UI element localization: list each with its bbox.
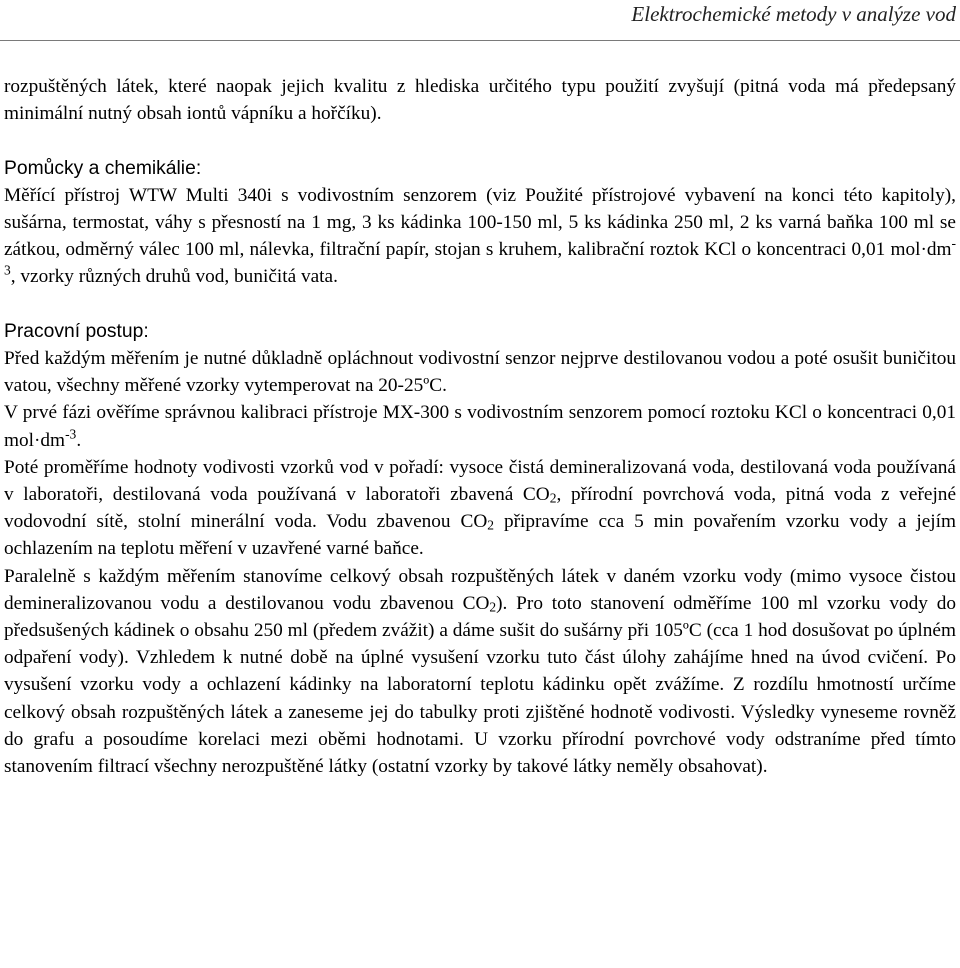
procedure-p2-sup: -3 xyxy=(65,426,77,442)
procedure-p3-text-c: připravíme cca 5 min povařením vzorku vody a jejím ochlazením na teplotu měření v uzavřené varné baňce. xyxy=(4,511,956,560)
procedure-heading: Pracovní postup: xyxy=(4,320,149,342)
procedure-p3-text-a: Poté proměříme hodnoty vodivosti vzorků vod v pořadí: vysoce čistá demineralizovaná voda, destilovaná voda používaná v laboratoři, destilovaná voda používaná v laboratoři zbavená CO xyxy=(4,456,956,506)
section-spacer xyxy=(4,127,956,154)
procedure-paragraph-1: Před každým měřením je nutné důkladně opláchnout vodivostní senzor nejprve destilovanou vodou a poté osušit buničitou vatou, všechny měřené vzorky vytemperovat na 20-25ºC. xyxy=(4,348,956,397)
header-divider xyxy=(0,40,960,41)
procedure-p2-text-b: . xyxy=(76,429,82,451)
tools-text-a: Měřící přístroj WTW Multi 340i s vodivostním senzorem (viz Použité přístrojové vybavení na konci této kapitoly), sušárna, termostat, váhy s přesností na 1 mg, 3 ks kádinka 100-150 ml, 5 ks kádinka 250 ml, 2 ks varná baňka 100 ml se zátkou, odměrný válec 100 ml, nálevka, filtrační papír, stojan s kruhem, kalibrační roztok KCl o koncentraci 0,01 mol·dm xyxy=(4,184,956,261)
procedure-paragraph-3 xyxy=(4,454,956,563)
procedure-p3-sub-2: 2 xyxy=(487,517,495,533)
document-body xyxy=(4,73,956,780)
tools-heading: Pomůcky a chemikálie: xyxy=(4,157,202,179)
procedure-p4-text-b: ). Pro toto stanovení odměříme 100 ml vzorku vody do předsušených kádinek o obsahu 250 ml (předem zvážit) a dáme sušit do sušárny při 105ºC (cca 1 hod dosušovat po úplném odpaření vody). Vzhledem k nutné době na úplné vysušení vzorku tuto část úlohy zahájíme hned na úvod cvičení. Po vysušení vzorku vody a ochlazení kádinky na laboratorní teplotu kádinku opět zvážíme. Z rozdílu hmotností určíme celkový obsah rozpuštěných látek a zaneseme jej do tabulky proti zjištěné hodnotě vodivosti. Výsledky vyneseme rovněž do grafu a posoudíme korelaci mezi oběmi hodnotami. U vzorku přírodní povrchové vody odstraníme před tímto stanovením filtrací všechny nerozpuštěné látky (ostatní vzorky by takové látky neměly obsahovat). xyxy=(4,592,956,778)
procedure-paragraph-4 xyxy=(4,563,956,781)
page-header-title: Elektrochemické metody v analýze vod xyxy=(631,2,956,26)
tools-text-sup: -3 xyxy=(4,235,956,278)
procedure-p3-text-b: , přírodní povrchová voda, pitná voda z veřejné vodovodní sítě, stolní minerální voda. Vodu zbavenou CO xyxy=(4,484,957,533)
section-spacer xyxy=(4,291,956,318)
procedure-p3-sub-1: 2 xyxy=(549,490,557,506)
procedure-p2-text-a: V prvé fázi ověříme správnou kalibraci přístroje MX-300 s vodivostním senzorem pomocí roztoku KCl o koncentraci 0,01 mol·dm xyxy=(4,402,956,451)
procedure-paragraph-2 xyxy=(4,399,956,453)
intro-paragraph: rozpuštěných látek, které naopak jejich kvalitu z hlediska určitého typu použití zvyšují (pitná voda má předepsaný minimální nutný obsah iontů vápníku a hořčíku). xyxy=(4,76,956,125)
tools-paragraph xyxy=(4,182,956,291)
procedure-p4-text-a: Paralelně s každým měřením stanovíme celkový obsah rozpuštěných látek v daném vzorku vody (mimo vysoce čistou demineralizovanou vodu a destilovanou vodu zbavenou CO xyxy=(4,565,956,614)
procedure-p4-sub: 2 xyxy=(489,599,497,615)
tools-text-b: , vzorky různých druhů vod, buničitá vata. xyxy=(10,266,338,288)
